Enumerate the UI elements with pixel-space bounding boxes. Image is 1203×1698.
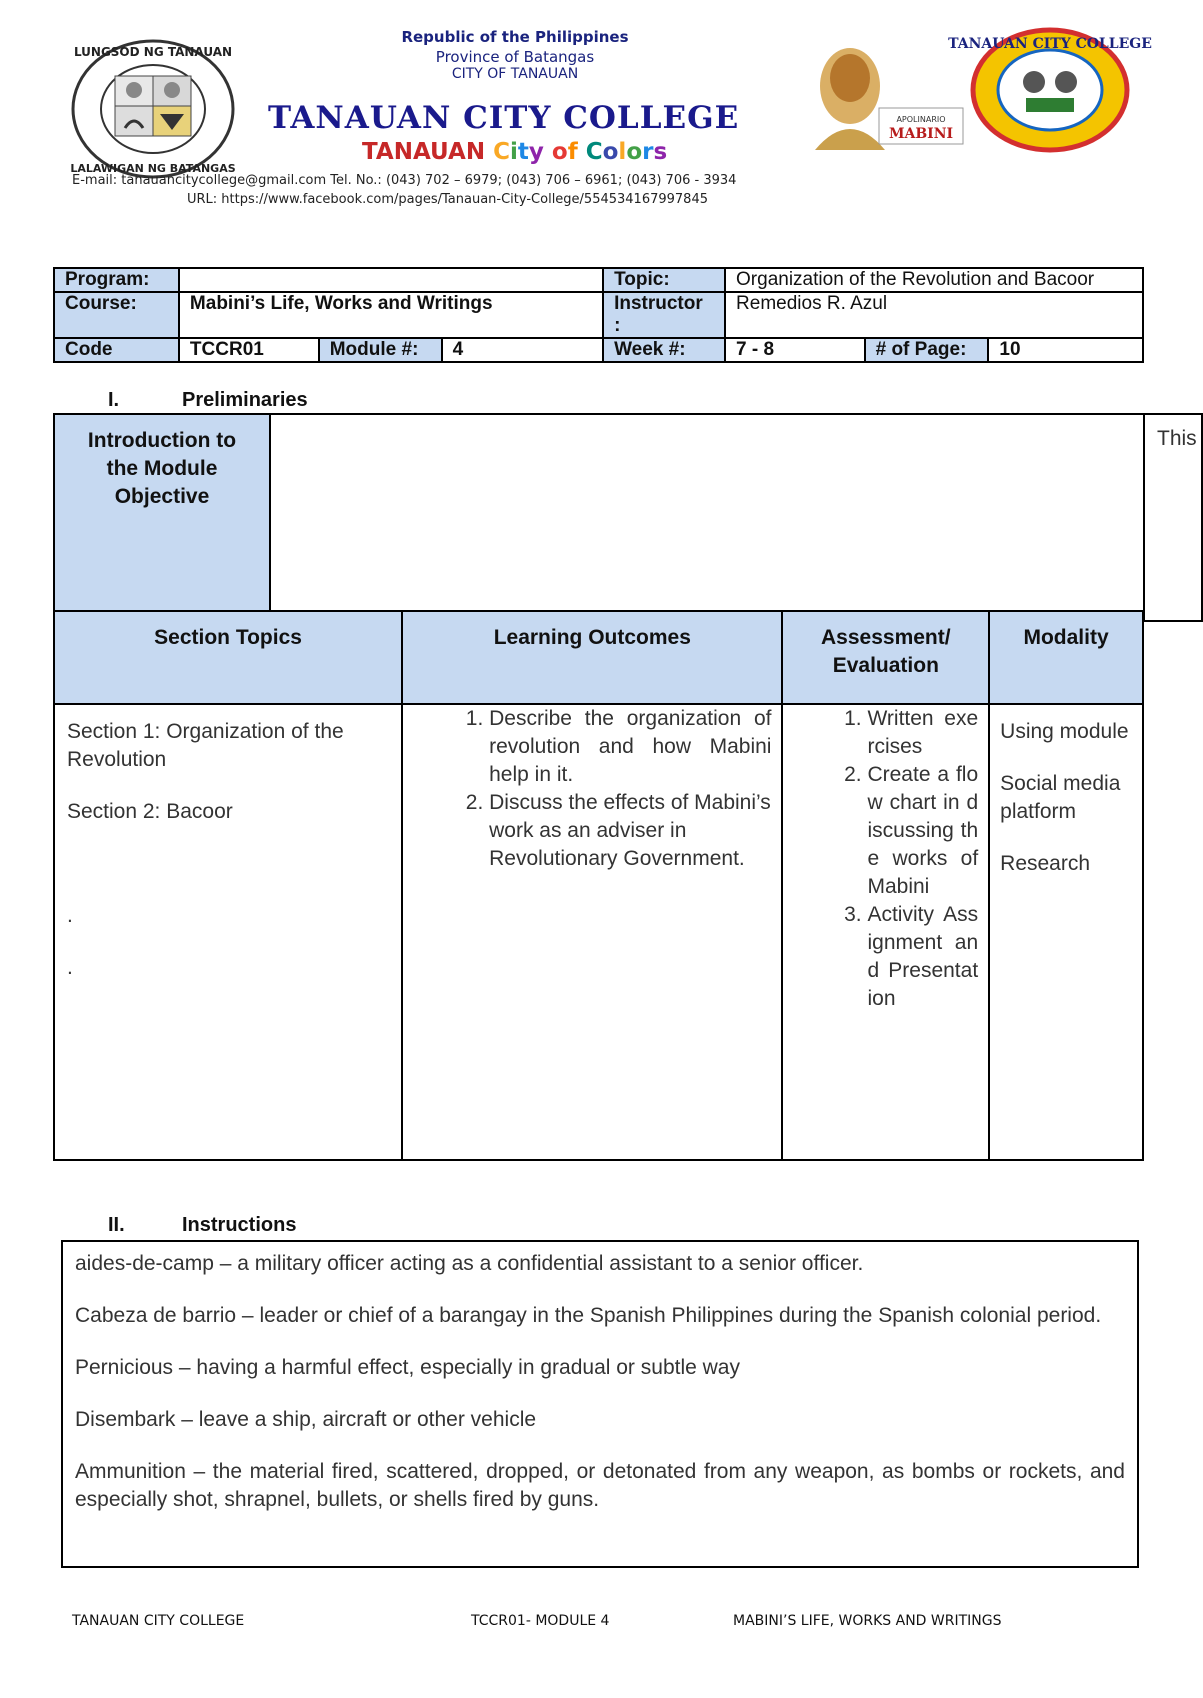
tagline-letter (578, 139, 586, 165)
intro-objective-label (54, 414, 270, 621)
instructor-label (603, 292, 725, 338)
outcome-item: 1. Describe the organization of revolution and how Mabini help in it. (489, 705, 771, 789)
topic-value: Organization of the Revolution and Bacoor (725, 268, 1143, 292)
tagline-letter: C (493, 139, 510, 165)
week-value: 7 - 8 (725, 338, 865, 362)
module-label: Module #: (319, 338, 442, 362)
province-line: Province of Batangas (435, 48, 595, 66)
modality-item: Using module (1000, 720, 1129, 743)
topic-label: Topic: (603, 268, 725, 292)
footer-left: TANAUAN CITY COLLEGE (72, 1613, 245, 1629)
learning-outcomes-cell (402, 704, 782, 1160)
instructor-value: Remedios R. Azul (725, 292, 1143, 338)
section-topics-cell (54, 704, 402, 1160)
outcomes-table (53, 610, 1144, 1161)
glossary-item: Ammunition – the material fired, scattered, dropped, or detonated from any weapon, as bombs or rockets, and especially shot, shrapnel, bullets, or shells fired by guns. (75, 1460, 1125, 1511)
intro-label-line-2: the Module (106, 457, 218, 480)
pages-label: # of Page: (865, 338, 989, 362)
glossary-box (61, 1240, 1139, 1568)
republic-line: Republic of the Philippines (401, 28, 629, 46)
tagline-letter: f (567, 139, 578, 165)
modality-cell (989, 704, 1143, 1160)
tagline-letter: o (602, 139, 619, 165)
tagline-letter: r (642, 139, 654, 165)
modality-item: Research (1000, 852, 1091, 875)
module-value: 4 (442, 338, 603, 362)
url-line: URL: https://www.facebook.com/pages/Tanauan-City-College/554534167997845 (187, 192, 708, 207)
header-modality: Modality (989, 611, 1143, 704)
outcomes-list (413, 705, 771, 873)
code-label: Code (54, 338, 179, 362)
footer-right: MABINI’S LIFE, WORKS AND WRITINGS (733, 1613, 1002, 1629)
assessment-item: 2. Create a flow chart in discussing the works of Mabini (867, 761, 978, 901)
tagline-letter: y (528, 139, 544, 165)
college-tagline (362, 139, 667, 165)
college-name: TANAUAN CITY COLLEGE (268, 100, 740, 136)
module-objective-table (53, 413, 1203, 622)
tcc-seal-logo (948, 28, 1152, 152)
pages-value: 10 (988, 338, 1143, 362)
topic-item: Section 2: Bacoor (67, 800, 233, 823)
week-label: Week #: (603, 338, 725, 362)
topic-item: . (67, 904, 73, 927)
tagline-letter: s (653, 139, 668, 165)
svg-text:MABINI: MABINI (888, 126, 954, 142)
tagline-letter: C (585, 139, 603, 165)
svg-text:TANAUAN CITY COLLEGE: TANAUAN CITY COLLEGE (948, 36, 1152, 52)
assessment-item: 3. Activity Assignment and Presentation (867, 901, 978, 1013)
city-line: CITY OF TANAUAN (451, 66, 579, 82)
header-learning-outcomes: Learning Outcomes (402, 611, 782, 704)
glossary-item: aides-de-camp – a military officer acting as a confidential assistant to a senior officer. (75, 1252, 864, 1275)
svg-text:LUNGSOD NG TANAUAN: LUNGSOD NG TANAUAN (73, 45, 233, 59)
assessment-item: 1. Written exercises (867, 705, 978, 761)
tagline-letter (544, 139, 552, 165)
instructor-label-text: Instructor (614, 293, 703, 314)
contact-line: E-mail: tanauancitycollege@gmail.com Tel. No.: (043) 702 – 6979; (043) 706 – 6961; (043) 706 - 3934 (72, 173, 737, 188)
svg-text:LALAWIGAN NG BATANGAS: LALAWIGAN NG BATANGAS (70, 162, 236, 175)
tagline-letter: o (551, 139, 568, 165)
intro-label-line-1: Introduction to (87, 429, 237, 452)
tagline-letter: t (517, 139, 529, 165)
glossary-item: Disembark – leave a ship, aircraft or other vehicle (75, 1408, 537, 1431)
svg-text:APOLINARIO: APOLINARIO (896, 115, 946, 124)
tagline-letter: o (626, 139, 643, 165)
topic-item: . (67, 956, 73, 979)
tagline-letter: i (509, 139, 518, 165)
instructor-colon: : (614, 315, 621, 336)
program-label: Program: (54, 268, 179, 292)
tagline-part-a: TANAUAN (362, 139, 494, 165)
glossary-item: Pernicious – having a harmful effect, especially in gradual or subtle way (75, 1356, 740, 1379)
prelim-section-title: Preliminaries (182, 389, 308, 411)
tagline-letter: l (618, 139, 627, 165)
assessment-list (791, 705, 978, 1013)
instructions-section-title: Instructions (182, 1214, 297, 1236)
intro-label-line-3: Objective (114, 485, 210, 508)
code-value: TCCR01 (179, 338, 319, 362)
header-assessment: Assessment/ Evaluation (782, 611, 989, 704)
intro-objective-content (270, 414, 1144, 621)
instructions-section-number: II. (108, 1214, 125, 1236)
topic-item: Section 1: Organization of the Revolution (67, 720, 344, 771)
header-section-topics: Section Topics (54, 611, 402, 704)
course-value: Mabini’s Life, Works and Writings (179, 292, 603, 338)
course-label: Course: (54, 292, 179, 338)
tagline-part-b (493, 139, 667, 165)
glossary-item: Cabeza de barrio – leader or chief of a barangay in the Spanish Philippines during the Spanish colonial period. (75, 1304, 1102, 1327)
intro-overflow-text: This (1144, 414, 1202, 621)
mabini-portrait-logo (795, 38, 965, 150)
module-info-table (53, 267, 1144, 363)
prelim-section-number: I. (108, 389, 120, 411)
footer-center: TCCR01- MODULE 4 (471, 1613, 610, 1629)
outcome-item: 2. Discuss the effects of Mabini’s work as an adviser in Revolutionary Government. (489, 789, 771, 873)
modality-item: Social media platform (1000, 772, 1121, 823)
assessment-cell (782, 704, 989, 1160)
program-value (179, 268, 603, 292)
